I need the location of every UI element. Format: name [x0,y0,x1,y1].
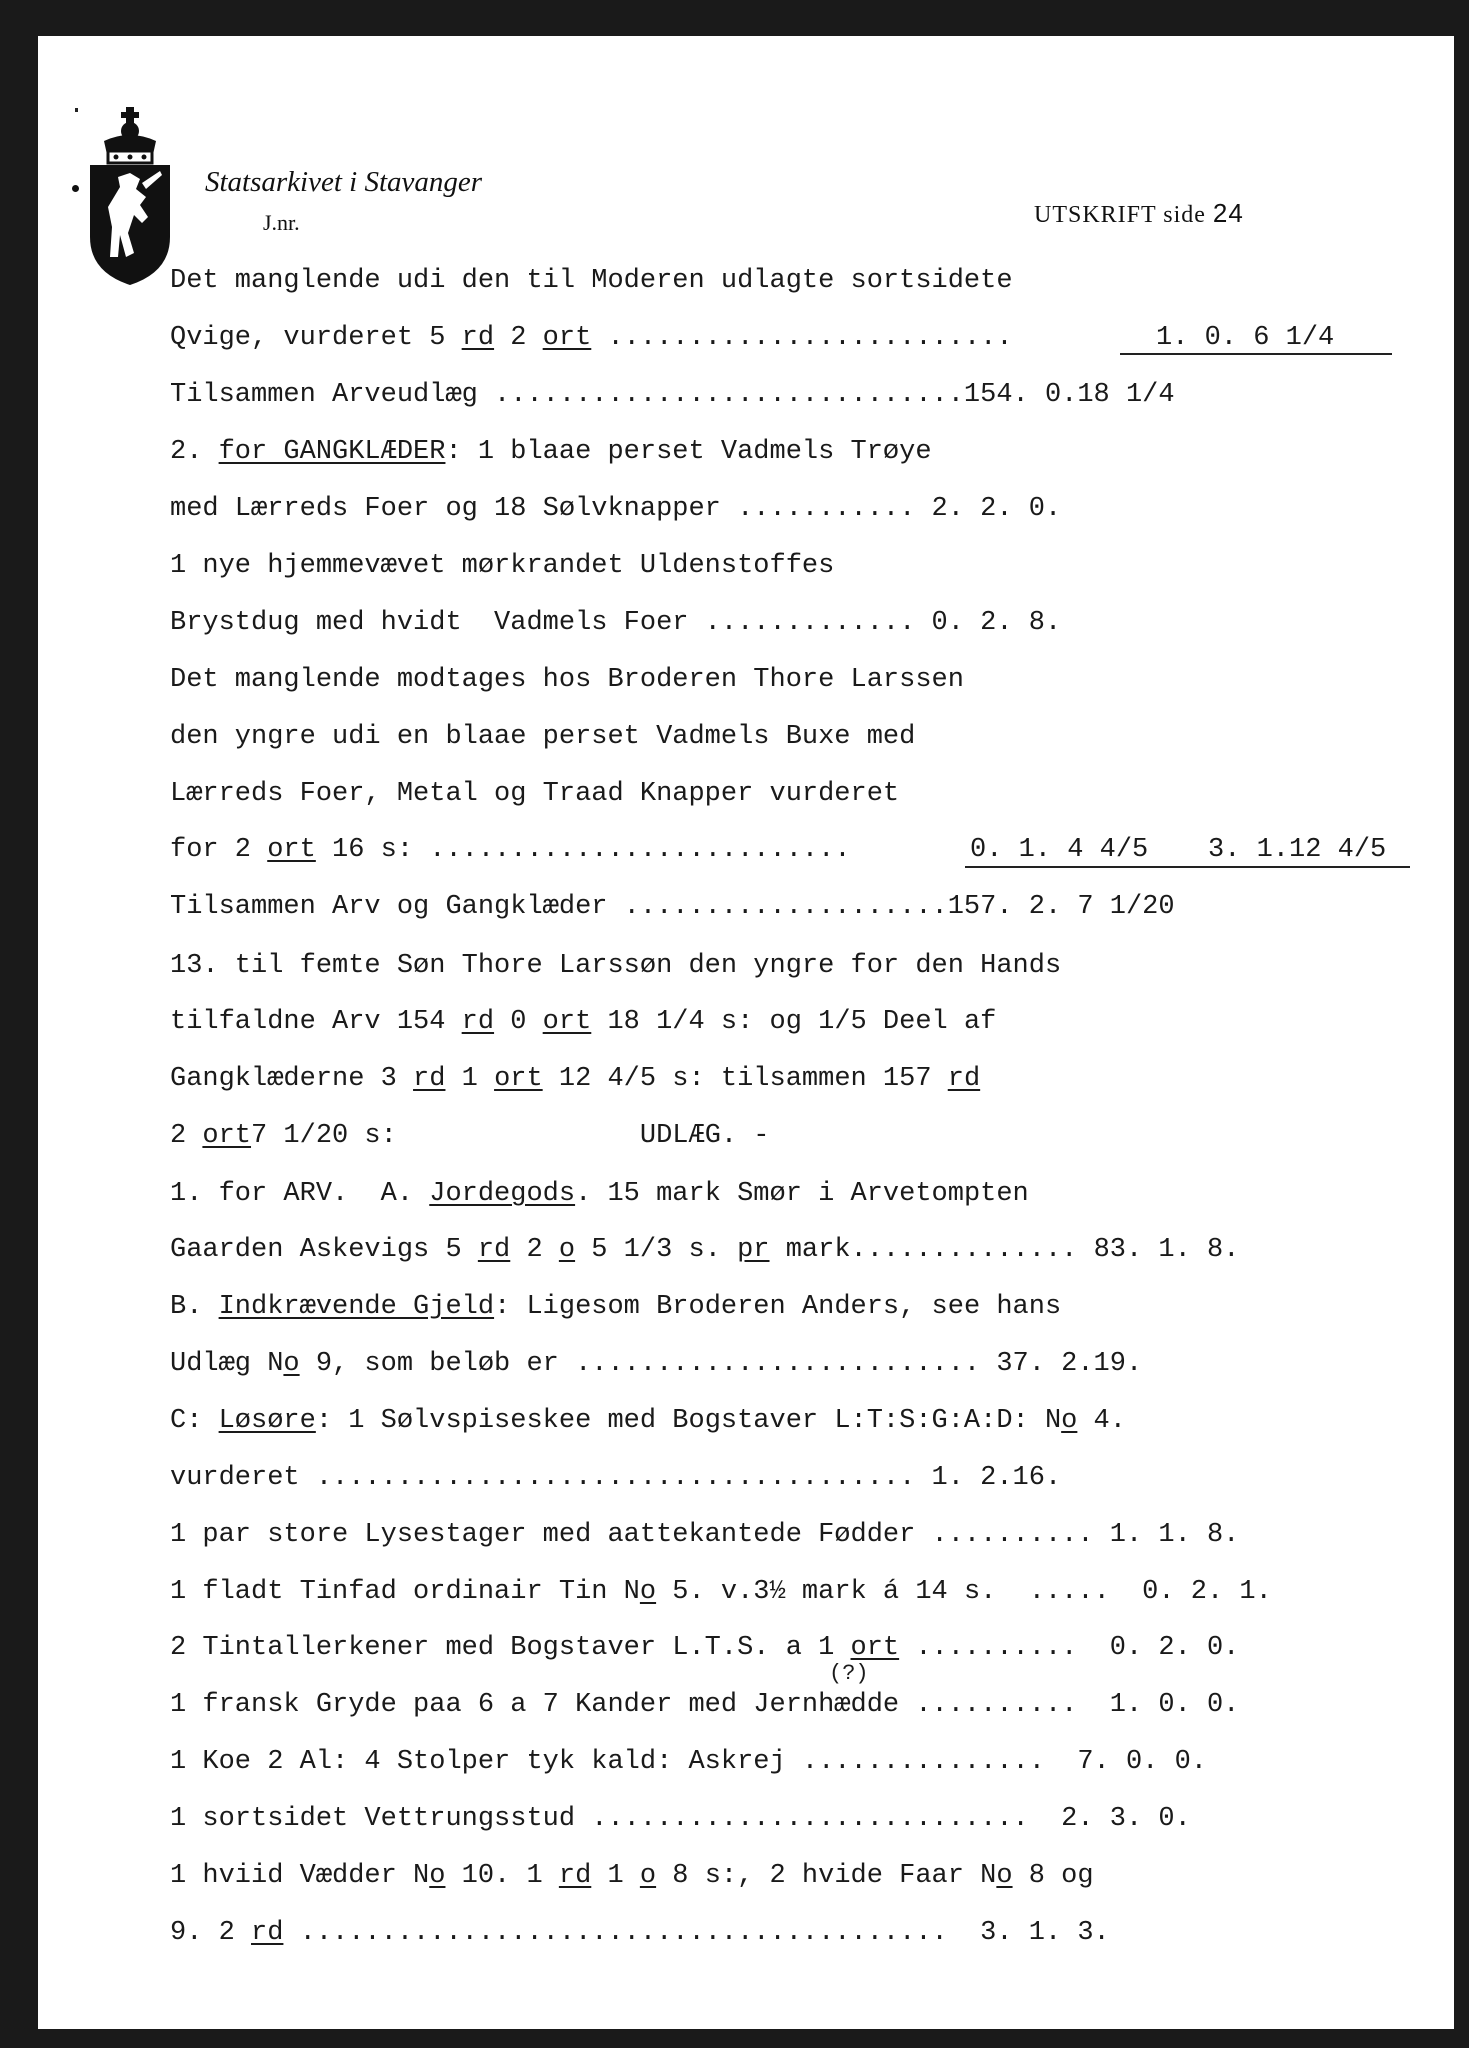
text-line: 1 Koe 2 Al: 4 Stolper tyk kald: Askrej ............... 7. 0. 0. [170,1747,1207,1777]
institution-name: Statsarkivet i Stavanger [205,166,483,198]
text-line: Det manglende modtages hos Broderen Thore Larssen [170,665,964,695]
text-line: 2 Tintallerkener med Bogstaver L.T.S. a 1 ort .......... 0. 2. 0. [170,1633,1240,1663]
text-line: den yngre udi en blaae perset Vadmels Buxe med [170,722,916,752]
journal-number-label: J.nr. [263,210,300,235]
text-line: C: Løsøre: 1 Sølvspiseskee med Bogstaver L:T:S:G:A:D: No 4. [170,1406,1126,1436]
text-line: 13. til femte Søn Thore Larssøn den yngre for den Hands [170,951,1062,981]
amount: 0. 1. 4 4/5 [970,835,1149,865]
text-line: med Lærreds Foer og 18 Sølvknapper ........... 2. 2. 0. [170,494,1062,524]
text-line: 2. for GANGKLÆDER: 1 blaae perset Vadmels Trøye [170,437,932,467]
text-line: Qvige, vurderet 5 rd 2 ort ......................... [170,323,1013,353]
text-line: 1 nye hjemmevævet mørkrandet Uldenstoffes [170,551,835,581]
bullet-dot [72,185,79,192]
norwegian-lion-crest-icon [88,107,172,285]
text-line: 1. for ARV. A. Jordegods. 15 mark Smør i Arvetompten [170,1179,1029,1209]
text-line: 1 par store Lysestager med aattekantede Fødder .......... 1. 1. 8. [170,1520,1240,1550]
text-line: Gaarden Askevigs 5 rd 2 o 5 1/3 s. pr mark.............. 83. 1. 8. [170,1235,1240,1265]
text-line: Udlæg No 9, som beløb er ......................... 37. 2.19. [170,1349,1143,1379]
text-line: 1 fladt Tinfad ordinair Tin No 5. v.3½ mark á 14 s. ..... 0. 2. 1. [170,1577,1272,1607]
text-line: 1 sortsidet Vettrungsstud ........................... 2. 3. 0. [170,1804,1191,1834]
query-mark: (?) [829,1661,869,1686]
amount: 3. 1.12 4/5 [1208,835,1387,865]
text-line: 1 fransk Gryde paa 6 a 7 Kander med Jernhædde .......... 1. 0. 0. [170,1690,1240,1720]
utskrift-label: UTSKRIFT side [1034,202,1206,228]
text-line: vurderet ..................................... 1. 2.16. [170,1463,1062,1493]
text-line: 2 ort7 1/20 s: UDLÆG. - [170,1121,770,1151]
text-line: Det manglende udi den til Moderen udlagte sortsidete [170,266,1013,296]
text-line: 1 hviid Vædder No 10. 1 rd 1 o 8 s:, 2 hvide Faar No 8 og [170,1861,1094,1891]
scan-mark [75,108,78,112]
amount: 1. 0. 6 1/4 [1156,323,1335,353]
text-line: Lærreds Foer, Metal og Traad Knapper vurderet [170,779,900,809]
text-line: Brystdug med hvidt Vadmels Foer ............. 0. 2. 8. [170,608,1062,638]
utskrift-header [1034,198,1244,229]
text-line: Tilsammen Arv og Gangklæder ....................157. 2. 7 1/20 [170,892,1175,922]
text-line: B. Indkrævende Gjeld: Ligesom Broderen Anders, see hans [170,1292,1062,1322]
text-line: tilfaldne Arv 154 rd 0 ort 18 1/4 s: og 1/5 Deel af [170,1007,997,1037]
text-line: 9. 2 rd ........................................ 3. 1. 3. [170,1918,1110,1948]
text-line: Gangklæderne 3 rd 1 ort 12 4/5 s: tilsammen 157 rd [170,1064,981,1094]
text-line: Tilsammen Arveudlæg .............................154. 0.18 1/4 [170,380,1175,410]
sum-rule [965,866,1410,868]
page-number: 24 [1212,198,1244,228]
sum-rule [1120,353,1392,355]
text-line: for 2 ort 16 s: .......................... [170,835,851,865]
